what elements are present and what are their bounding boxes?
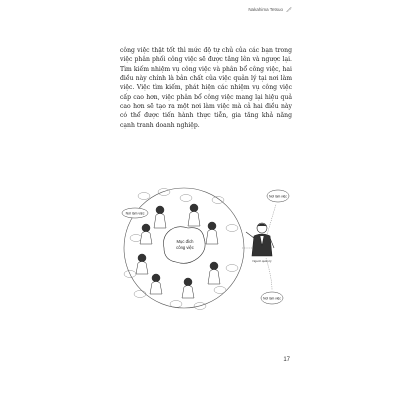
worker-figure — [182, 278, 194, 298]
pen-nib-icon — [286, 6, 292, 12]
book-page — [104, 0, 300, 400]
manager-caption: Người quản lý — [252, 259, 272, 263]
worker-figure — [140, 224, 152, 244]
worker-figure — [188, 204, 200, 226]
worker-figure — [150, 274, 162, 294]
author-name: Nakahima Tetsuo — [248, 6, 283, 12]
illustration — [116, 182, 292, 322]
connection-arc-top — [266, 204, 276, 238]
body-paragraph: công việc thật tốt thì mức độ tự chủ của các bạn trong việc phân phối công việc sẽ được tăng lên và ngược lại. Tìm kiếm nhiệm vụ công việc và phân bổ công việc, hai điều này chính là bản chất của việc quản lý tại nơi làm việc. Việc tìm kiếm, phát hiện các nhiệm vụ công việc cấp cao hơn, việc phân bổ công việc mang lại hiệu quả cao hơn sẽ tạo ra một nơi làm việc mà cả hai điều này có thể được tiến hành thực tiễn, gia tăng khả năng cạnh tranh doanh nghiệp. — [120, 47, 292, 129]
worker-figure — [136, 254, 148, 274]
running-header — [248, 6, 292, 12]
body-text — [120, 46, 292, 130]
worker-figure — [154, 206, 166, 228]
page-number: 17 — [283, 357, 290, 363]
worker-figure — [208, 262, 220, 284]
center-label-1: Mục đích — [176, 239, 194, 244]
bubble-top-right-label: Nơi làm việc — [269, 194, 287, 199]
center-label-2: công việc — [176, 245, 194, 250]
bubble-left-label: Nơi làm việc — [125, 211, 145, 216]
worker-figure — [206, 222, 218, 244]
manager-figure — [246, 223, 274, 256]
bubble-bottom-right-label: Nơi làm việc — [263, 296, 281, 301]
